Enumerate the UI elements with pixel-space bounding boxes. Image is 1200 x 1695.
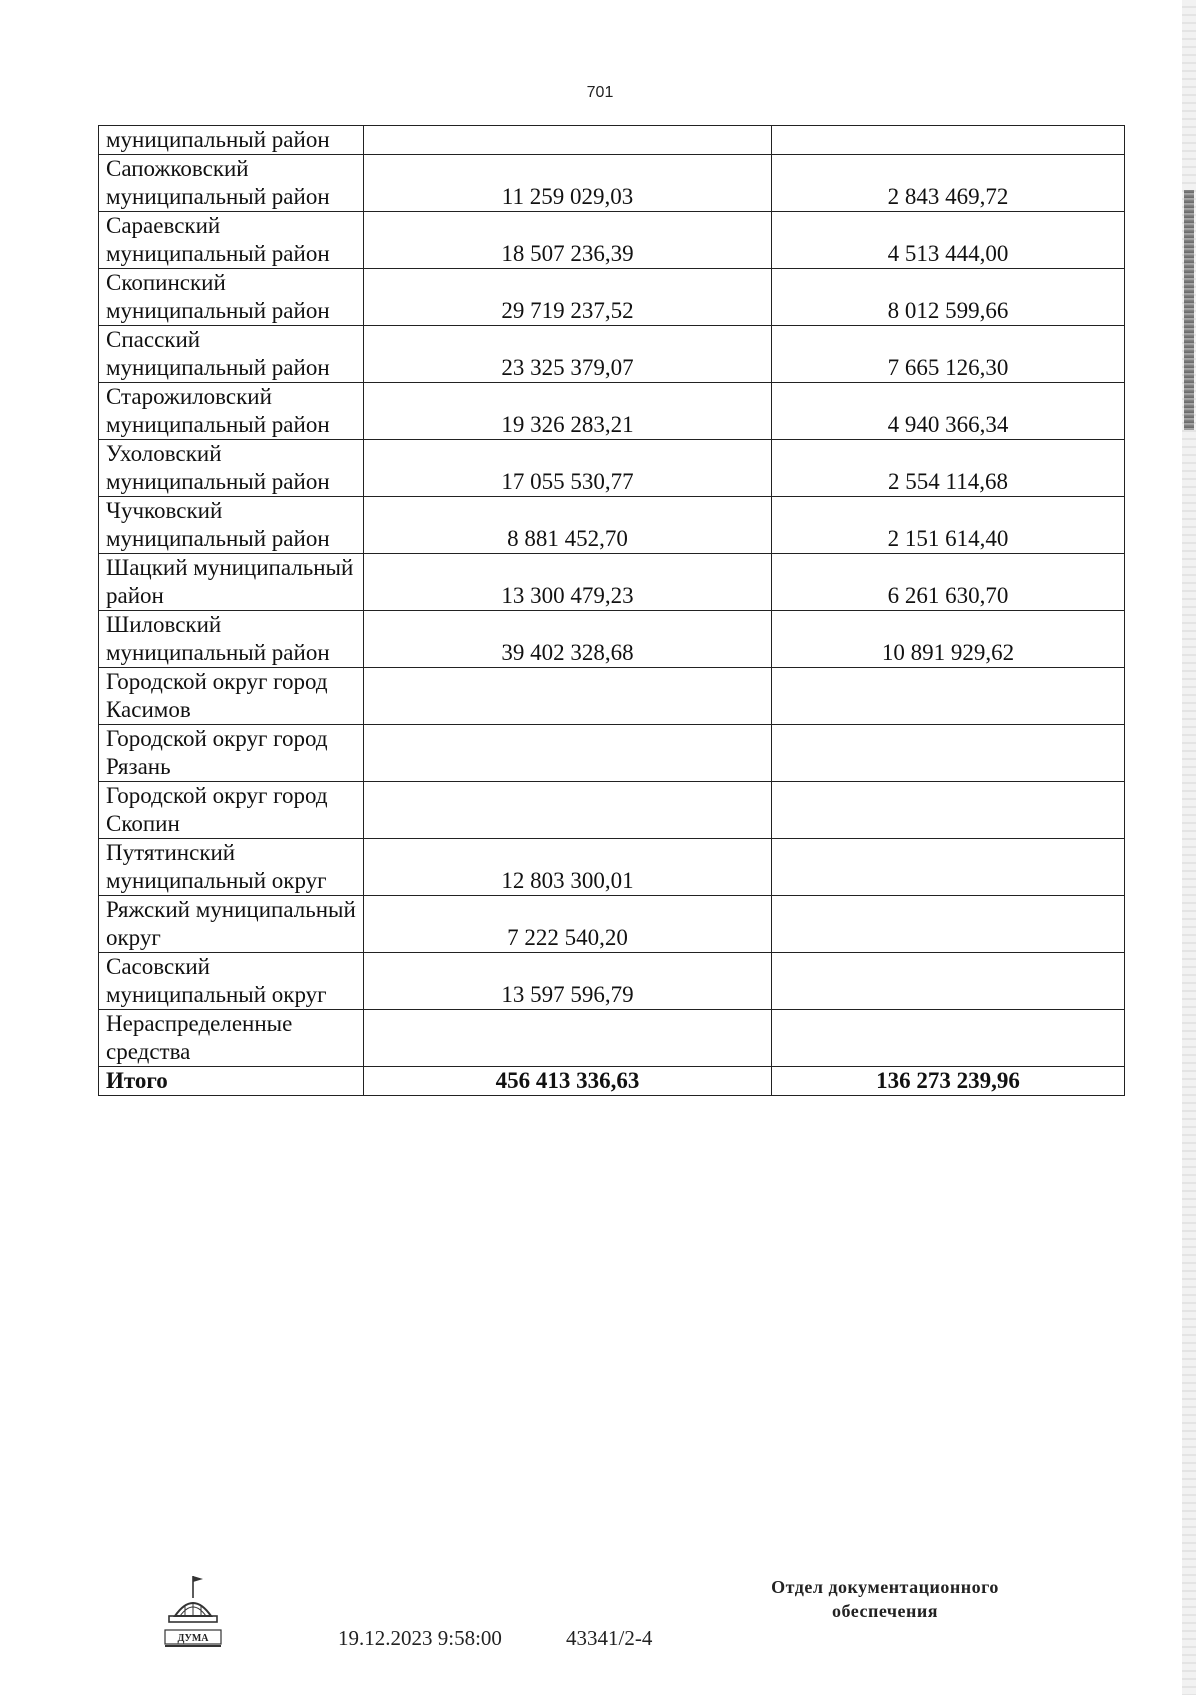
row-name-cell: Скопинский муниципальный район (99, 269, 364, 326)
page-number: 701 (586, 84, 614, 101)
col3-value-cell: 2 843 469,72 (772, 155, 1125, 212)
table-row (99, 1010, 1125, 1067)
col2-value-cell: 7 222 540,20 (364, 896, 772, 953)
col2-value-cell (364, 725, 772, 782)
col3-value-cell (772, 953, 1125, 1010)
table-row (99, 953, 1125, 1010)
row-name-cell: Городской округ город Скопин (99, 782, 364, 839)
col2-value-cell: 13 597 596,79 (364, 953, 772, 1010)
col2-value-cell (364, 668, 772, 725)
col3-value-cell: 2 151 614,40 (772, 497, 1125, 554)
row-name-cell: Сапожковский муниципальный район (99, 155, 364, 212)
col3-value-cell (772, 668, 1125, 725)
table-row (99, 554, 1125, 611)
row-name-cell: Спасский муниципальный район (99, 326, 364, 383)
col3-value-cell: 10 891 929,62 (772, 611, 1125, 668)
row-name-cell: Шиловский муниципальный район (99, 611, 364, 668)
row-name-cell: Сараевский муниципальный район (99, 212, 364, 269)
col2-value-cell: 18 507 236,39 (364, 212, 772, 269)
col2-value-cell: 23 325 379,07 (364, 326, 772, 383)
col3-value-cell (772, 782, 1125, 839)
table-row (99, 725, 1125, 782)
col2-value-cell: 11 259 029,03 (364, 155, 772, 212)
table-row (99, 782, 1125, 839)
total-col2-cell: 456 413 336,63 (364, 1067, 772, 1096)
total-row (99, 1067, 1125, 1096)
table-row (99, 440, 1125, 497)
col2-value-cell: 8 881 452,70 (364, 497, 772, 554)
row-name-cell: Шацкий муниципальный район (99, 554, 364, 611)
budget-table (98, 125, 1125, 1096)
table-row (99, 611, 1125, 668)
row-name-cell: Городской округ город Рязань (99, 725, 364, 782)
total-label-cell: Итого (99, 1067, 364, 1096)
row-name-cell: Старожиловский муниципальный район (99, 383, 364, 440)
col2-value-cell: 17 055 530,77 (364, 440, 772, 497)
row-name-cell: Нераспределенные средства (99, 1010, 364, 1067)
col3-value-cell: 2 554 114,68 (772, 440, 1125, 497)
duma-logo-icon (163, 1572, 233, 1648)
row-name-cell: Путятинский муниципальный округ (99, 839, 364, 896)
col2-value-cell: 13 300 479,23 (364, 554, 772, 611)
col2-value-cell (364, 1010, 772, 1067)
row-name-cell: муниципальный район (99, 126, 364, 155)
footer-department-line2: обеспечения (832, 1601, 938, 1621)
table-row (99, 839, 1125, 896)
table-row (99, 326, 1125, 383)
footer-department-line1: Отдел документационного (771, 1577, 999, 1597)
footer-department (735, 1575, 1035, 1623)
total-col3-cell: 136 273 239,96 (772, 1067, 1125, 1096)
col3-value-cell (772, 126, 1125, 155)
col3-value-cell (772, 839, 1125, 896)
footer-document-code: 43341/2-4 (566, 1626, 653, 1650)
row-name-cell: Ухоловский муниципальный район (99, 440, 364, 497)
footer-datetime: 19.12.2023 9:58:00 (338, 1626, 502, 1650)
budget-table-body (99, 126, 1125, 1096)
table-row (99, 896, 1125, 953)
table-row (99, 497, 1125, 554)
col2-value-cell (364, 782, 772, 839)
scan-edge-mark (1184, 190, 1194, 430)
col2-value-cell: 19 326 283,21 (364, 383, 772, 440)
col3-value-cell (772, 896, 1125, 953)
table-row (99, 126, 1125, 155)
col2-value-cell (364, 126, 772, 155)
row-name-cell: Чучковский муниципальный район (99, 497, 364, 554)
col2-value-cell: 29 719 237,52 (364, 269, 772, 326)
col3-value-cell (772, 1010, 1125, 1067)
table-row (99, 668, 1125, 725)
col3-value-cell (772, 725, 1125, 782)
row-name-cell: Городской округ город Касимов (99, 668, 364, 725)
row-name-cell: Сасовский муниципальный округ (99, 953, 364, 1010)
row-name-cell: Ряжский муниципальный округ (99, 896, 364, 953)
table-row (99, 212, 1125, 269)
col3-value-cell: 6 261 630,70 (772, 554, 1125, 611)
col3-value-cell: 7 665 126,30 (772, 326, 1125, 383)
col3-value-cell: 4 513 444,00 (772, 212, 1125, 269)
col2-value-cell: 12 803 300,01 (364, 839, 772, 896)
col3-value-cell: 8 012 599,66 (772, 269, 1125, 326)
col2-value-cell: 39 402 328,68 (364, 611, 772, 668)
table-row (99, 383, 1125, 440)
table-row (99, 269, 1125, 326)
col3-value-cell: 4 940 366,34 (772, 383, 1125, 440)
table-row (99, 155, 1125, 212)
logo-text: ДУМА (177, 1633, 209, 1644)
